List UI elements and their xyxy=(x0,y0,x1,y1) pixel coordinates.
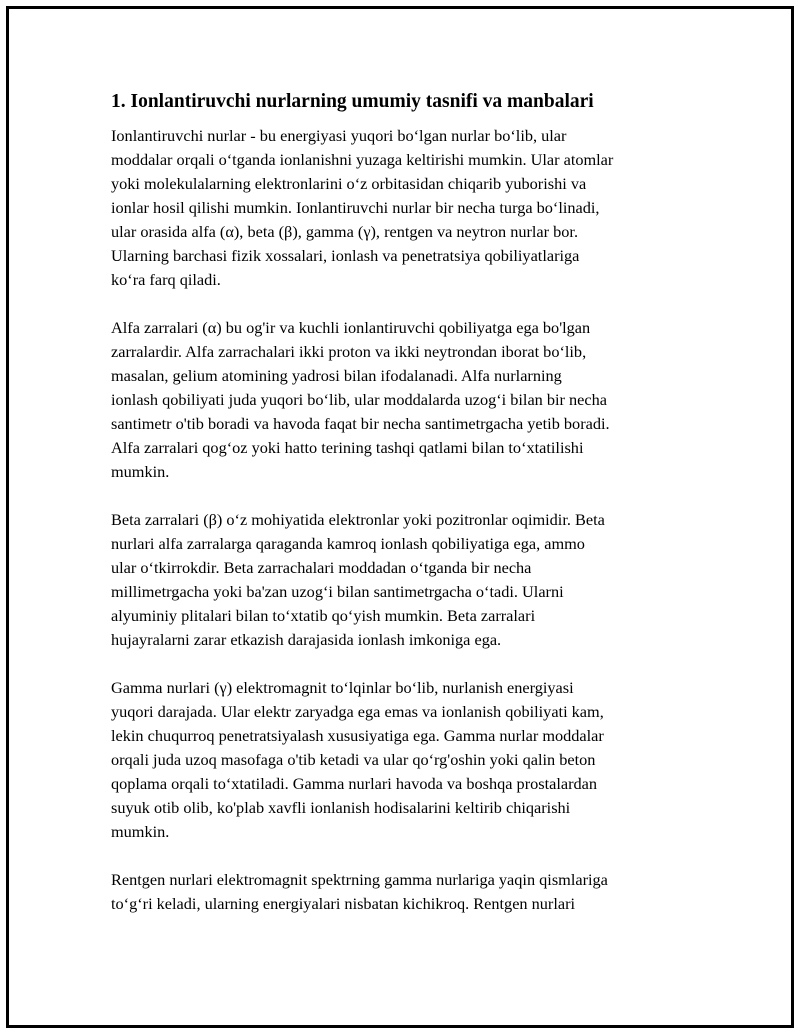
text-line: ko‘ra farq qiladi. xyxy=(111,270,221,289)
text-line: zarralardir. Alfa zarrachalari ikki proton va ikki neytrondan iborat bo‘lib, xyxy=(111,342,587,361)
text-line: mumkin. xyxy=(111,462,170,481)
text-line: yoki molekulalarning elektronlarini o‘z orbitasidan chiqarib yuborishi va xyxy=(111,174,587,193)
text-line: yuqori darajada. Ular elektr zaryadga ega emas va ionlanish qobiliyati kam, xyxy=(111,702,604,721)
text-line: orqali juda uzoq masofaga o'tib ketadi va ular qo‘rg'oshin yoki qalin beton xyxy=(111,750,596,769)
text-line: ular orasida alfa (α), beta (β), gamma (γ), rentgen va neytron nurlar bor. xyxy=(111,222,579,241)
paragraph-x-rays xyxy=(111,868,696,916)
section-heading: 1. Ionlantiruvchi nurlarning umumiy tasnifi va manbalari xyxy=(111,91,594,112)
text-line: ionlash qobiliyati juda yuqori bo‘lib, ular moddalarda uzog‘i bilan bir necha xyxy=(111,390,607,409)
text-line: to‘g‘ri keladi, ularning energiyalari nisbatan kichikroq. Rentgen nurlari xyxy=(111,894,576,913)
paragraph-gamma-rays xyxy=(111,676,696,844)
text-line: Ionlantiruvchi nurlar - bu energiyasi yuqori bo‘lgan nurlar bo‘lib, ular xyxy=(111,126,567,145)
paragraph-ionizing-radiation xyxy=(111,124,696,292)
text-line: Alfa zarralari qog‘oz yoki hatto terining tashqi qatlami bilan to‘xtatilishi xyxy=(111,438,584,457)
text-line: Gamma nurlari (γ) elektromagnit to‘lqinlar bo‘lib, nurlanish energiyasi xyxy=(111,678,574,697)
text-line: santimetr o'tib boradi va havoda faqat bir necha santimetrgacha yetib boradi. xyxy=(111,414,610,433)
text-line: moddalar orqali o‘tganda ionlanishni yuzaga keltirishi mumkin. Ular atomlar xyxy=(111,150,614,169)
text-line: qoplama orqali to‘xtatiladi. Gamma nurlari havoda va boshqa prostalardan xyxy=(111,774,598,793)
text-line: Beta zarralari (β) o‘z mohiyatida elektronlar yoki pozitronlar oqimidir. Beta xyxy=(111,510,605,529)
paragraph-alpha-particles xyxy=(111,316,696,484)
text-line: Alfa zarralari (α) bu og'ir va kuchli ionlantiruvchi qobiliyatga ega bo'lgan xyxy=(111,318,591,337)
text-line: hujayralarni zarar etkazish darajasida ionlash imkoniga ega. xyxy=(111,630,502,649)
text-line: ionlar hosil qilishi mumkin. Ionlantiruvchi nurlar bir necha turga bo‘linadi, xyxy=(111,198,600,217)
text-line: Rentgen nurlari elektromagnit spektrning gamma nurlariga yaqin qismlariga xyxy=(111,870,608,889)
paragraph-beta-particles xyxy=(111,508,696,652)
document-body xyxy=(111,90,696,940)
text-line: alyuminiy plitalari bilan to‘xtatib qo‘yish mumkin. Beta zarralari xyxy=(111,606,536,625)
text-line: ular o‘tkirrokdir. Beta zarrachalari moddadan o‘tganda bir necha xyxy=(111,558,532,577)
text-line: Ularning barchasi fizik xossalari, ionlash va penetratsiya qobiliyatlariga xyxy=(111,246,580,265)
text-line: suyuk otib olib, ko'plab xavfli ionlanish hodisalarini keltirib chiqarishi xyxy=(111,798,571,817)
text-line: lekin chuqurroq penetratsiyalash xususiyatiga ega. Gamma nurlar moddalar xyxy=(111,726,604,745)
text-line: millimetrgacha yoki ba'zan uzog‘i bilan santimetrgacha o‘tadi. Ularni xyxy=(111,582,564,601)
text-line: masalan, gelium atomining yadrosi bilan ifodalanadi. Alfa nurlarning xyxy=(111,366,562,385)
text-line: nurlari alfa zarralarga qaraganda kamroq ionlash qobiliyatiga ega, ammo xyxy=(111,534,585,553)
text-line: mumkin. xyxy=(111,822,170,841)
